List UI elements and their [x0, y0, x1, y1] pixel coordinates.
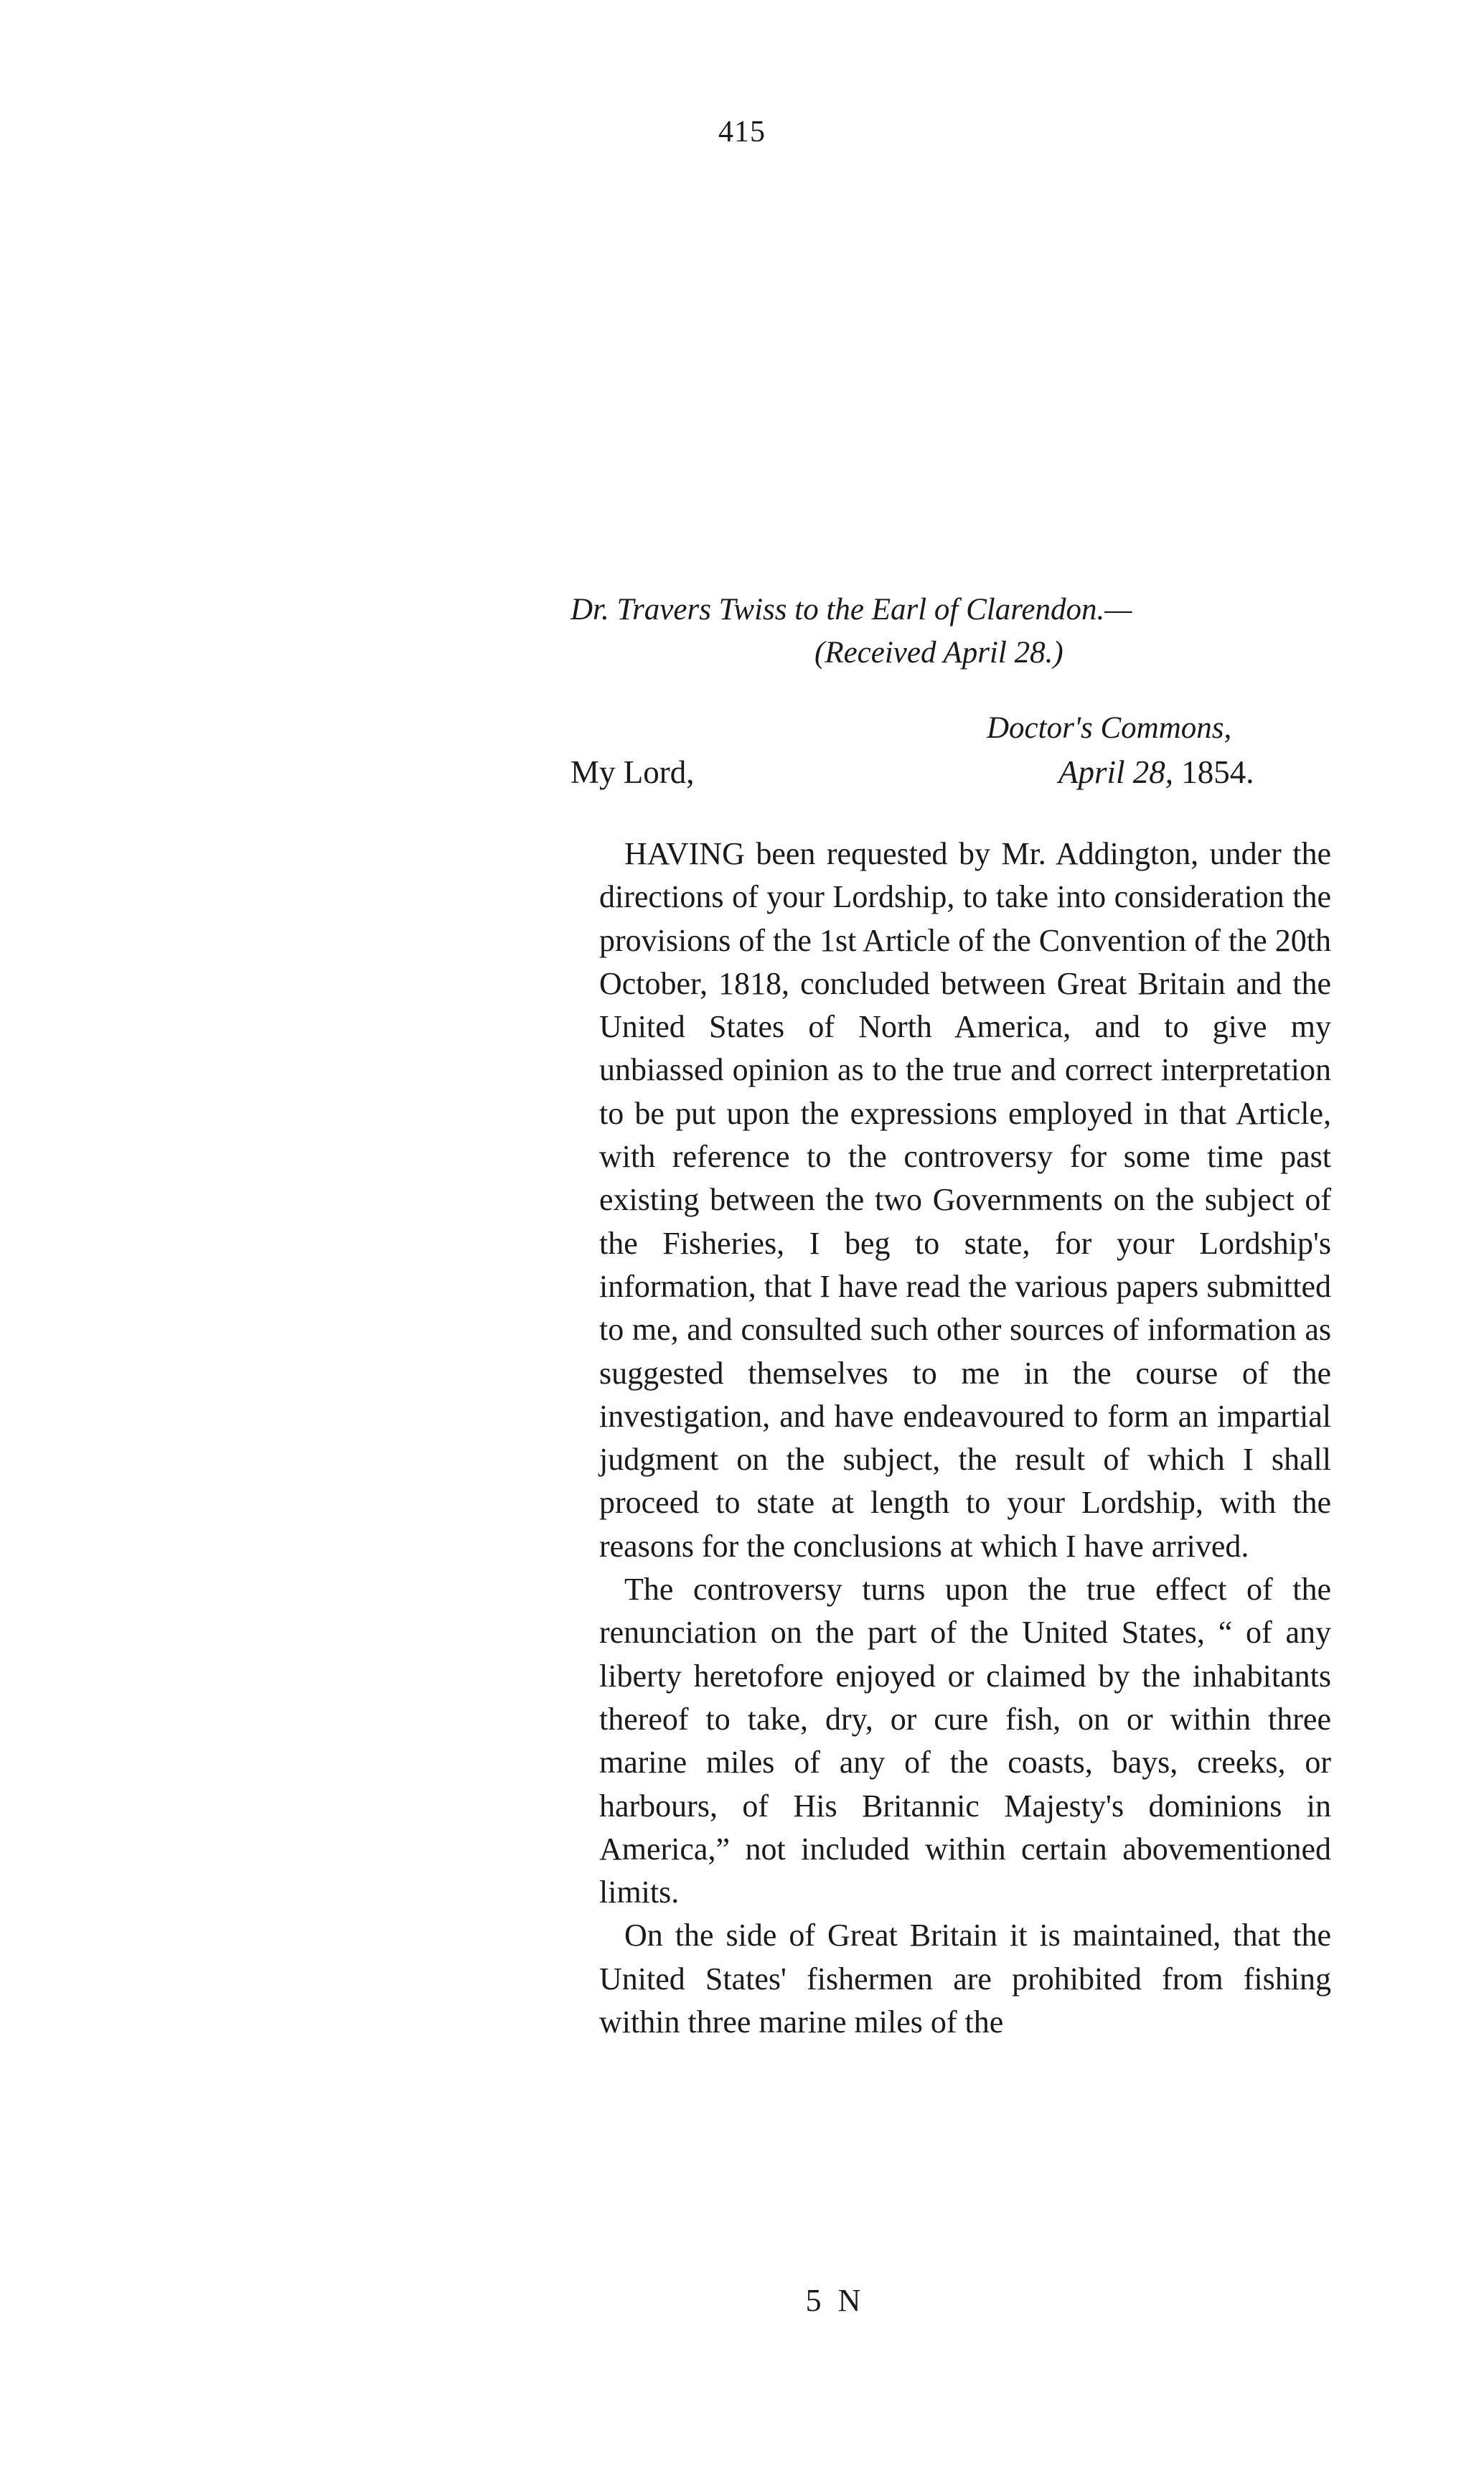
page-number: 415 [718, 116, 766, 149]
paragraph: The controversy turns upon the true effect of the renunciation on the part of the United States, “ of any liberty heretofore enjoyed or claimed by the inhabitants thereof to take, dry, or cure fish, on or within three marine miles of any of the coasts, bays, creeks, or harbours, of His Britannic Majesty's dominions in America,” not included within certain abovementioned limits. [599, 1572, 1331, 1910]
letter-date [1058, 754, 1254, 791]
heading-title: Dr. Travers Twiss to the Earl of Clarendon.— [570, 593, 1132, 627]
date-year: 1854. [1181, 754, 1254, 790]
signature-mark: 5 N [805, 2283, 865, 2318]
letter-body [599, 832, 1331, 2044]
salutation: My Lord, [570, 754, 695, 790]
paragraph: HAVING been requested by Mr. Addington, under the directions of your Lordship, to take into consideration the provisions of the 1st Article of the Convention of the 20th October, 1818, concluded between Great Britain and the United States of North America, and to give my unbiassed opinion as to the true and correct interpretation to be put upon the expressions employed in that Article, with reference to the controversy for some time past existing between the two Governments on the subject of the Fisheries, I beg to state, for your Lordship's information, that I have read the various papers submitted to me, and consulted such other sources of information as suggested themselves to me in the course of the investigation, and have endeavoured to form an impartial judgment on the subject, the result of which I shall proceed to state at length to your Lordship, with the reasons for the conclusions at which I have arrived. [599, 836, 1331, 1564]
heading-received-note: (Received April 28.) [814, 636, 1063, 670]
letter-place: Doctor's Commons, [987, 711, 1232, 745]
paragraph: On the side of Great Britain it is maintained, that the United States' fishermen are prohibited from fishing within three marine miles of the [599, 1918, 1331, 2040]
letter-heading [570, 588, 1360, 675]
date-month-day: April 28, [1058, 754, 1174, 790]
